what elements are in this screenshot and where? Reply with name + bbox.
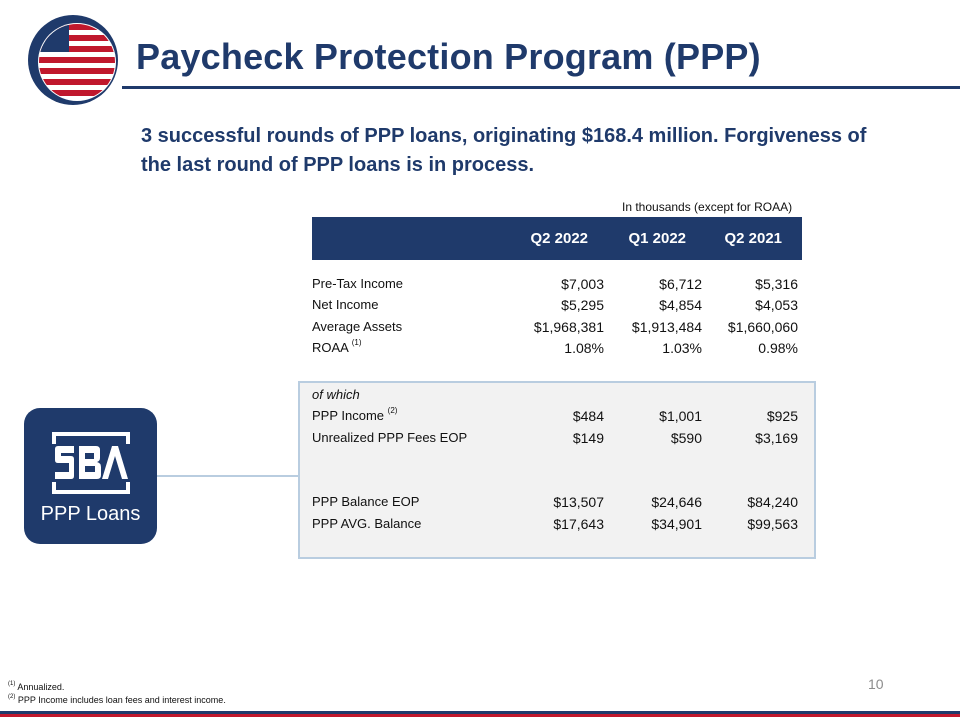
page-number: 10 bbox=[868, 676, 884, 692]
table-row bbox=[312, 430, 802, 450]
column-header: Q1 2022 bbox=[628, 230, 686, 247]
cell-value: $925 bbox=[766, 408, 798, 424]
table-row bbox=[312, 516, 802, 536]
row-label: PPP AVG. Balance bbox=[312, 516, 422, 531]
cell-value: $84,240 bbox=[747, 494, 798, 510]
row-label: PPP Balance EOP bbox=[312, 494, 420, 509]
cell-value: $3,169 bbox=[755, 430, 798, 446]
cell-value: $5,316 bbox=[755, 276, 798, 292]
table-row bbox=[312, 494, 802, 514]
row-label: ROAA $^{(1)}$ bbox=[312, 338, 362, 355]
section-label: of which bbox=[312, 387, 360, 402]
cell-value: 1.03% bbox=[662, 340, 702, 356]
cell-value: $7,003 bbox=[561, 276, 604, 292]
sba-badge bbox=[24, 408, 157, 544]
cell-value: $484 bbox=[572, 408, 604, 424]
row-label: PPP Income $^{(2)}$ bbox=[312, 406, 398, 423]
row-label: Pre-Tax Income bbox=[312, 276, 404, 291]
cell-value: 1.08% bbox=[564, 340, 604, 356]
footnote-text: Annualized. bbox=[17, 682, 65, 692]
row-label: Unrealized PPP Fees EOP bbox=[312, 430, 468, 445]
cell-value: $1,968,381 bbox=[533, 319, 604, 335]
table-row bbox=[312, 340, 802, 360]
footnote-marker: (2) bbox=[8, 694, 16, 700]
cell-value: $24,646 bbox=[651, 494, 702, 510]
footnote bbox=[8, 695, 226, 705]
footnote bbox=[8, 682, 64, 692]
table-row bbox=[312, 276, 802, 296]
units-note: In thousands (except for ROAA) bbox=[622, 200, 793, 214]
cell-value: $4,053 bbox=[755, 297, 798, 313]
footnote-text: PPP Income includes loan fees and interest income. bbox=[17, 695, 226, 705]
footnote-marker: (2) bbox=[387, 406, 398, 415]
cell-value: $17,643 bbox=[553, 516, 604, 532]
bottom-rule-red bbox=[0, 714, 960, 717]
badge-caption: PPP Loans bbox=[40, 503, 141, 525]
table-row bbox=[312, 297, 802, 317]
cell-value: 0.98% bbox=[758, 340, 798, 356]
cell-value: $4,854 bbox=[659, 297, 702, 313]
table-row bbox=[312, 319, 802, 339]
row-label: Average Assets bbox=[312, 319, 403, 334]
cell-value: $1,913,484 bbox=[631, 319, 702, 335]
title-divider bbox=[122, 86, 960, 89]
footnote-marker: (1) bbox=[351, 338, 362, 347]
cell-value: $590 bbox=[670, 430, 702, 446]
cell-value: $1,001 bbox=[659, 408, 702, 424]
connector-line bbox=[156, 475, 298, 477]
cell-value: $5,295 bbox=[561, 297, 604, 313]
cell-value: $99,563 bbox=[747, 516, 798, 532]
cell-value: $149 bbox=[572, 430, 604, 446]
cell-value: $1,660,060 bbox=[727, 319, 798, 335]
column-header: Q2 2022 bbox=[530, 230, 588, 247]
headline-text: 3 successful rounds of PPP loans, originating $168.4 million. Forgiveness of the last round of PPP loans is in process. bbox=[141, 125, 867, 176]
column-header: Q2 2021 bbox=[724, 230, 782, 247]
section-label-row bbox=[312, 387, 802, 407]
row-label: Net Income bbox=[312, 297, 379, 312]
footnote-marker: (1) bbox=[8, 681, 16, 687]
cell-value: $13,507 bbox=[553, 494, 604, 510]
table-row bbox=[312, 408, 802, 428]
sba-logo-icon bbox=[52, 432, 130, 494]
cell-value: $6,712 bbox=[659, 276, 702, 292]
page-title: Paycheck Protection Program (PPP) bbox=[136, 36, 761, 77]
table-header bbox=[312, 217, 802, 260]
cell-value: $34,901 bbox=[651, 516, 702, 532]
company-logo-icon bbox=[27, 14, 119, 106]
